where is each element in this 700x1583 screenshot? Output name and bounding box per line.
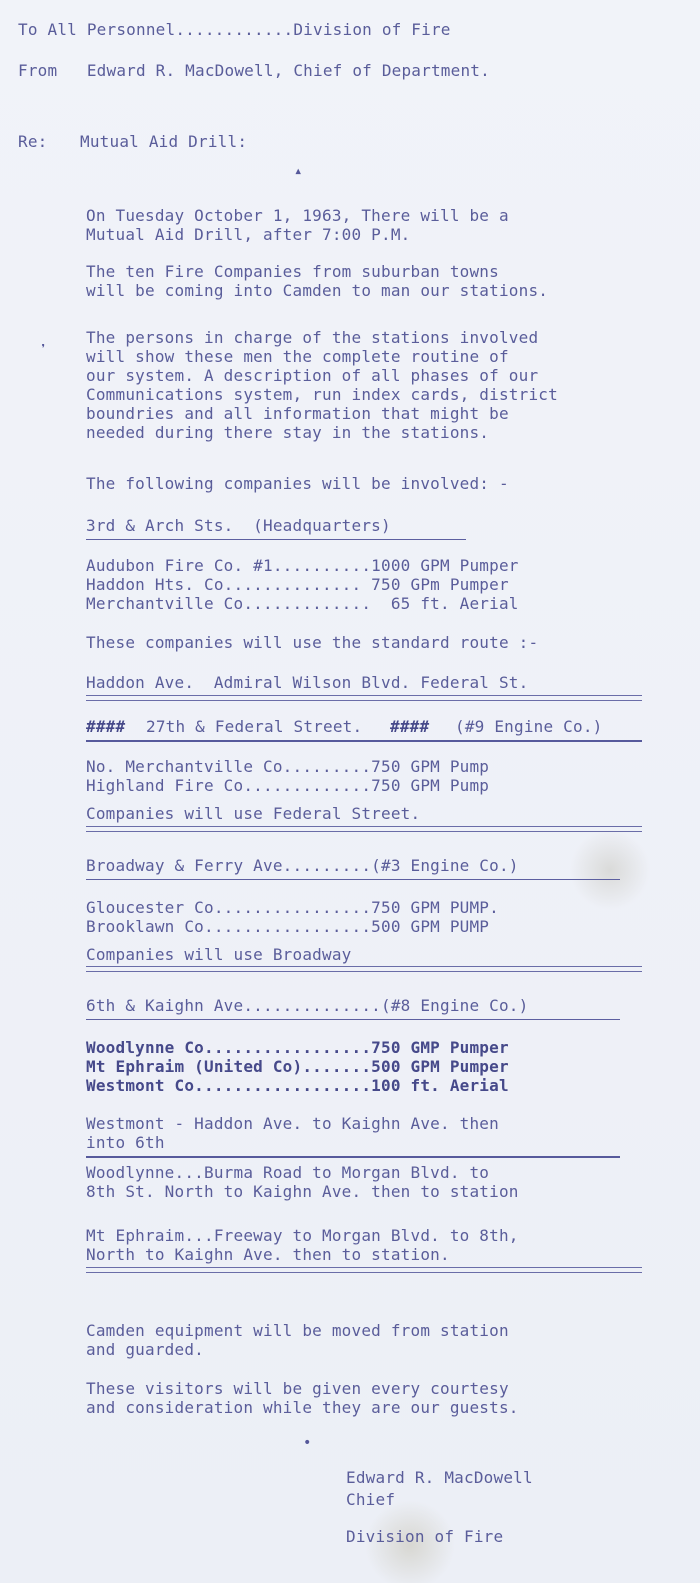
westmont-route-line2: into 6th — [86, 1133, 165, 1152]
westmont-route-rule — [86, 1156, 620, 1158]
section3-row2: Brooklawn Co.................500 GPM PUMP — [86, 917, 490, 936]
section4-row1: Woodlynne Co.................750 GMP Pumper — [86, 1038, 509, 1057]
section2-marks-left: #### — [86, 717, 126, 736]
intro-p3-line3: our system. A description of all phases of our — [86, 366, 539, 385]
section4-row3: Westmont Co..................100 ft. Aerial — [86, 1076, 509, 1095]
section2-heading: 27th & Federal Street. — [146, 717, 363, 736]
signature-division: Division of Fire — [346, 1527, 504, 1546]
section4-heading: 6th & Kaighn Ave..............(#8 Engine Co.) — [86, 996, 529, 1015]
re-label: Re: — [18, 132, 48, 151]
section2-marks-right: #### — [390, 717, 430, 736]
section1-heading: 3rd & Arch Sts. (Headquarters) — [86, 516, 391, 535]
section3-heading: Broadway & Ferry Ave.........(#3 Engine Co.) — [86, 856, 519, 875]
to-line: To All Personnel............Division of Fire — [18, 20, 451, 39]
section1-heading-rule — [86, 539, 466, 540]
section2-row2: Highland Fire Co.............750 GPM Pump — [86, 776, 490, 795]
signature-name: Edward R. MacDowell — [346, 1468, 533, 1487]
section2-row1: No. Merchantville Co.........750 GPM Pump — [86, 757, 490, 776]
intro-p2-line1: The ten Fire Companies from suburban towns — [86, 262, 499, 281]
section2-note: Companies will use Federal Street. — [86, 804, 421, 823]
intro-p3-line2: will show these men the complete routine of — [86, 347, 509, 366]
westmont-route-line1: Westmont - Haddon Ave. to Kaighn Ave. then — [86, 1114, 499, 1133]
intro-p2-line2: will be coming into Camden to man our stations. — [86, 281, 549, 300]
stray-mark-icon: ▴ — [294, 163, 303, 179]
section1-row1: Audubon Fire Co. #1..........1000 GPM Pumper — [86, 556, 519, 575]
section4-heading-rule — [86, 1019, 620, 1020]
section3-heading-rule — [86, 879, 620, 880]
section1-double-rule — [86, 695, 642, 701]
section2-double-rule — [86, 826, 642, 832]
section3-note: Companies will use Broadway — [86, 945, 352, 964]
section2-engine: (#9 Engine Co.) — [455, 717, 603, 736]
mt-ephraim-route-line1: Mt Ephraim...Freeway to Morgan Blvd. to 8th, — [86, 1226, 519, 1245]
comma-mark-icon: ❜ — [39, 342, 48, 358]
section1-row2: Haddon Hts. Co.............. 750 GPm Pumper — [86, 575, 509, 594]
intro-p1-line1: On Tuesday October 1, 1963, There will be a — [86, 206, 509, 225]
re-subject: Mutual Aid Drill: — [80, 132, 248, 151]
section3-row1: Gloucester Co................750 GPM PUMP. — [86, 898, 499, 917]
intro-p3-line6: needed during there stay in the stations. — [86, 423, 490, 442]
involved-intro: The following companies will be involved: - — [86, 474, 509, 493]
section1-route: Haddon Ave. Admiral Wilson Blvd. Federal St. — [86, 673, 529, 692]
mt-ephraim-route-line2: North to Kaighn Ave. then to station. — [86, 1245, 450, 1264]
closing-line1: Camden equipment will be moved from station — [86, 1321, 509, 1340]
woodlynne-route-line2: 8th St. North to Kaighn Ave. then to station — [86, 1182, 519, 1201]
intro-p3-line5: boundries and all information that might be — [86, 404, 509, 423]
intro-p3-line4: Communications system, run index cards, district — [86, 385, 558, 404]
section2-heading-rule — [86, 740, 642, 742]
closing-line3: These visitors will be given every courtesy — [86, 1379, 509, 1398]
section1-note: These companies will use the standard route :- — [86, 633, 539, 652]
section4-row2: Mt Ephraim (United Co).......500 GPM Pumper — [86, 1057, 509, 1076]
section3-double-rule — [86, 966, 642, 972]
closing-line4: and consideration while they are our guests. — [86, 1398, 519, 1417]
from-line: From Edward R. MacDowell, Chief of Department. — [18, 61, 490, 80]
signature-title: Chief — [346, 1490, 396, 1509]
intro-p3-line1: The persons in charge of the stations involved — [86, 328, 539, 347]
closing-line2: and guarded. — [86, 1340, 204, 1359]
dot-mark-icon: • — [303, 1435, 312, 1451]
intro-p1-line2: Mutual Aid Drill, after 7:00 P.M. — [86, 225, 411, 244]
section1-row3: Merchantville Co............. 65 ft. Aerial — [86, 594, 519, 613]
section4-double-rule — [86, 1267, 642, 1273]
woodlynne-route-line1: Woodlynne...Burma Road to Morgan Blvd. to — [86, 1163, 490, 1182]
